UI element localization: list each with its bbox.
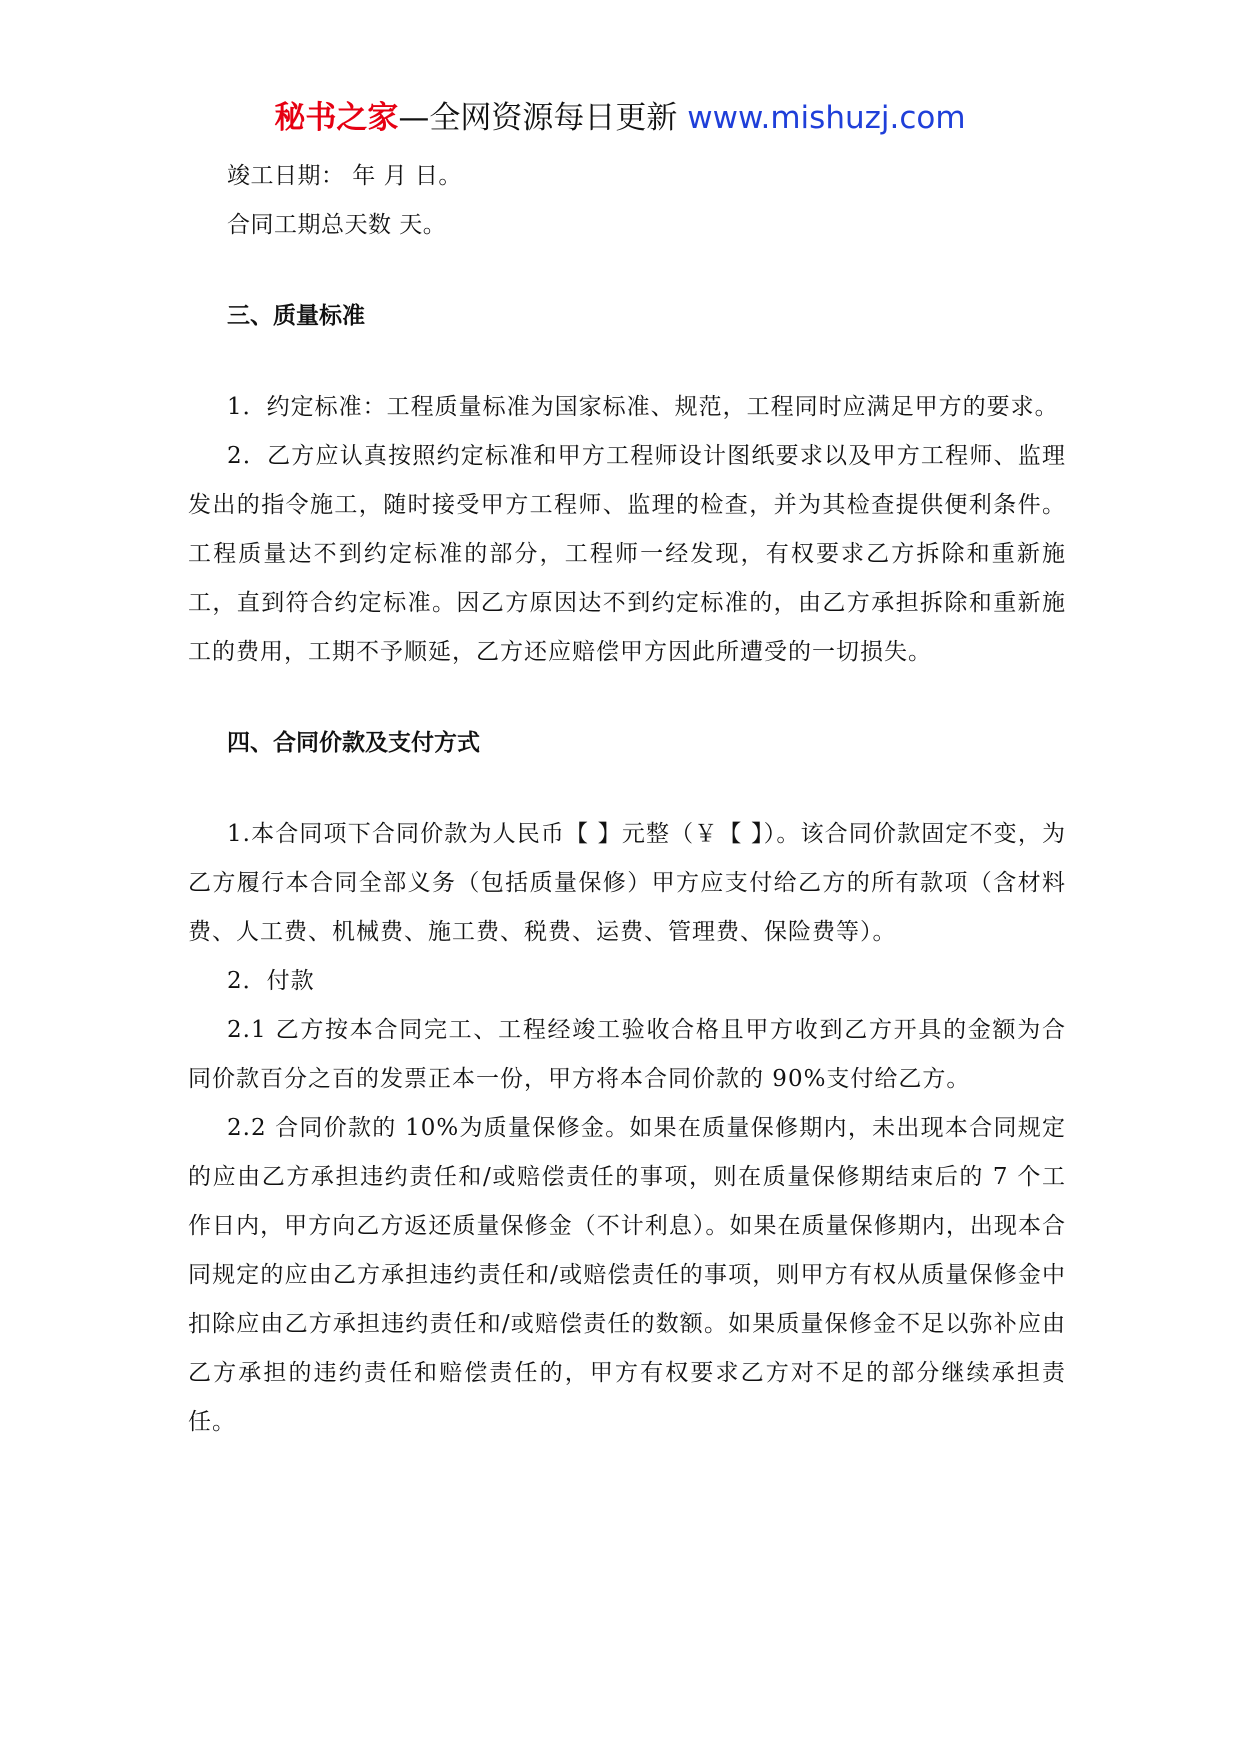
banner-slogan: —全网资源每日更新 xyxy=(398,100,678,136)
site-banner xyxy=(0,96,1240,140)
payment-clause-2-1: 2.1 乙方按本合同完工、工程经竣工验收合格且甲方收到乙方开具的金额为合同价款百分之百的发票正本一份，甲方将本合同价款的 90%支付给乙方。 xyxy=(188,1017,1066,1092)
brand-name: 秘书之家 xyxy=(274,100,399,136)
document-body xyxy=(188,152,1066,1447)
payment-clause-1: 1.本合同项下合同价款为人民币【 】元整（￥【 】）。该合同价款固定不变，为乙方履行本合同全部义务（包括质量保修）甲方应支付给乙方的所有款项（含材料费、人工费、机械费、施工费、税费、运费、管理费、保险费等）。 xyxy=(188,821,1066,945)
total-days-line: 合同工期总天数 天。 xyxy=(227,212,447,238)
section-heading-quality: 三、质量标准 xyxy=(227,303,365,329)
section-heading-payment: 四、合同价款及支付方式 xyxy=(227,730,480,756)
payment-clause-2-2: 2.2 合同价款的 10%为质量保修金。如果在质量保修期内，未出现本合同规定的应由乙方承担违约责任和/或赔偿责任的事项，则在质量保修期结束后的 7 个工作日内，甲方向乙方返还质量保修金（不计利息）。如果在质量保修期内，出现本合同规定的应由乙方承担违约责任和/或赔偿责任的事项，则甲方有权从质量保修金中扣除应由乙方承担违约责任和/或赔偿责任的数额。如果质量保修金不足以弥补应由乙方承担的违约责任和赔偿责任的，甲方有权要求乙方对不足的部分继续承担责任。 xyxy=(188,1115,1066,1435)
site-url-link[interactable]: www.mishuzj.com xyxy=(687,100,966,136)
payment-clause-2-title: 2．付款 xyxy=(227,968,315,994)
completion-date-line: 竣工日期： 年 月 日。 xyxy=(227,163,462,189)
quality-clause-1: 1．约定标准：工程质量标准为国家标准、规范，工程同时应满足甲方的要求。 xyxy=(227,394,1059,420)
quality-clause-2: 2．乙方应认真按照约定标准和甲方工程师设计图纸要求以及甲方工程师、监理发出的指令施工，随时接受甲方工程师、监理的检查，并为其检查提供便利条件。工程质量达不到约定标准的部分，工程师一经发现，有权要求乙方拆除和重新施工，直到符合约定标准。因乙方原因达不到约定标准的，由乙方承担拆除和重新施工的费用，工期不予顺延，乙方还应赔偿甲方因此所遭受的一切损失。 xyxy=(188,443,1066,665)
